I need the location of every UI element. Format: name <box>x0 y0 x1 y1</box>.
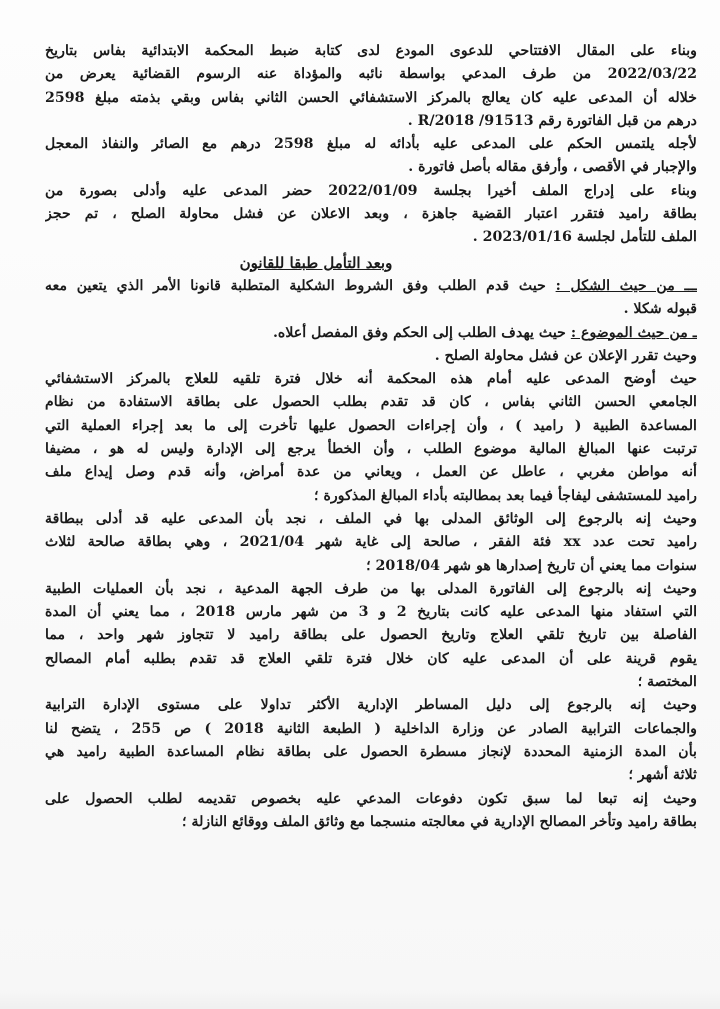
form-label: ـــ من حيث الشكل : <box>555 277 697 294</box>
paragraph-request <box>45 133 697 180</box>
text-line: ترتبت عنها المبالغ المالية موضوع الطلب ، وأن الخطأ يرجع إلى الإدارة وليس له هو ، مضيفا <box>45 441 697 458</box>
subject-label: ـ من حيث الموضوع : <box>570 324 697 341</box>
text-line: والجماعات الترابية الصادر عن وزارة الداخلية ( الطبعة الثانية 2018 ) ص 255 ، يتضح لنا <box>45 720 697 737</box>
section-heading: وبعد التأمل طبقا للقانون <box>239 253 393 272</box>
text-line: حيث أوضح المدعى عليه أمام هذه المحكمة أنه خلال فترة تلقيه للعلاج بالمركز الاستشفائي <box>45 371 697 388</box>
text-line: درهم من قبل الفاتورة رقم 91513/ 2018/R . <box>407 112 697 129</box>
text-line: يقوم قرينة على أن المدعى عليه كان خلال فترة تلقي العلاج قد تقدم بطلبه أمام المصالح <box>45 650 697 667</box>
text-line: لأجله يلتمس الحكم على المدعى عليه بأدائه له مبلغ 2598 درهم مع الصائر والنفاذ المعجل <box>45 136 697 153</box>
text-line: الجامعي الحسن الثاني بفاس ، كان قد تقدم بطلب الحصول على بطاقة الاستفادة من نظام <box>45 394 697 411</box>
form-text: حيث قدم الطلب وفق الشروط الشكلية المتطلبة قانونا الأمر الذي يتعين معه <box>45 277 556 294</box>
paragraph-conclusion <box>45 788 697 835</box>
paragraph-hearing <box>45 180 697 250</box>
judgment-text <box>45 40 697 834</box>
text-line <box>45 275 697 298</box>
text-line: وبناء على إدراج الملف أخيرا بجلسة 2022/01/09 حضر المدعى عليه وأدلى بصورة من <box>45 182 697 199</box>
text-line: 2022/03/22 من طرف المدعي بواسطة نائبه والمؤداة عنه الرسوم القضائية يعرض من <box>45 66 697 83</box>
text-line: راميد تحت عدد xx فئة الفقر ، صالحة إلى غاية شهر 2021/04 ، وهي بطاقة صالحة لثلاث <box>45 534 697 551</box>
text-line: بطاقة راميد وتأخر المصالح الإدارية في معالجته منسجما مع وثائق الملف ووقائع النازلة ؛ <box>182 813 697 830</box>
text-line: وحيث تقرر الإعلان عن فشل محاولة الصلح . <box>434 347 697 364</box>
text-line: قبوله شكلا . <box>623 301 697 318</box>
text-line: راميد للمستشفى ليفاجأ فيما بعد بمطالبته بأداء المبالغ المذكورة ؛ <box>314 487 697 504</box>
subject-text: حيث يهدف الطلب إلى الحكم وفق المفصل أعلاه. <box>272 324 571 341</box>
text-line: أنه مواطن مغربي ، عاطل عن العمل ، ويعاني من عدة أمراض، وأنه قدم وصل إيداع ملف <box>45 464 697 481</box>
text-line: سنوات مما يعني أن تاريخ إصدارها هو شهر 2018/04 ؛ <box>366 557 697 574</box>
text-line: وحيث إنه تبعا لما سبق تكون دفوعات المدعي عليه بخصوص تقديمه لطلب الحصول على <box>45 790 697 807</box>
text-line <box>45 322 697 345</box>
paragraph-ramed-card <box>45 508 697 578</box>
text-line: وحيث إنه بالرجوع إلى دليل المساطر الإدارية الأكثر تداولا على مستوى الإدارة الترابية <box>45 697 697 714</box>
page-bottom-edge <box>0 989 720 1009</box>
paragraph-procedure-guide <box>45 694 697 787</box>
text-line: خلاله أن المدعى عليه كان يعالج بالمركز الاستشفائي الحسن الثاني بفاس وبقي بذمته مبلغ 2598 <box>45 89 697 106</box>
paragraph-filing <box>45 40 697 133</box>
paragraph-invoice <box>45 578 697 694</box>
text-line: الملف للتأمل لجلسة 2023/01/16 . <box>472 229 697 246</box>
text-line: التي استفاد منها المدعى عليه كانت بتاريخ 2 و 3 من شهر مارس 2018 ، مما يعني أن المدة <box>45 604 697 621</box>
text-line: وحيث إنه بالرجوع إلى الوثائق المدلى بها في الملف ، نجد بأن المدعى عليه قد أدلى ببطاقة <box>45 510 697 527</box>
text-line: ثلاثة أشهر ؛ <box>628 767 697 784</box>
text-line: وبناء على المقال الافتتاحي للدعوى المودع لدى كتابة ضبط المحكمة الابتدائية بفاس بتاريخ <box>45 43 697 59</box>
text-line: المساعدة الطبية ( راميد ) ، وأن إجراءات الحصول عليها تأخرت إلى ما بعد إجراء العملية التي <box>45 417 697 434</box>
text-line: والإجبار في الأقصى ، وأرفق مقاله بأصل فاتورة . <box>408 159 697 176</box>
paragraph-subject <box>45 322 697 345</box>
text-line: وحيث إنه بالرجوع إلى الفاتورة المدلى بها من طرف الجهة المدعية ، نجد بأن العمليات الطبية <box>45 580 697 597</box>
paragraph-defense <box>45 368 697 508</box>
text-line: الفاصلة بين تاريخ تلقي العلاج وتاريخ الحصول على بطاقة راميد لا تتجاوز شهر واحد ، مما <box>45 627 697 644</box>
text-line: المختصة ؛ <box>637 674 697 691</box>
text-line: بأن المدة الزمنية المحددة لإنجاز مسطرة الحصول على بطاقة نظام المساعدة الطبية راميد هي <box>45 743 697 760</box>
text-line: بطاقة راميد فتقرر اعتبار القضية جاهزة ، وبعد الاعلان عن فشل محاولة الصلح ، تم حجز <box>45 206 697 223</box>
paragraph-form <box>45 275 697 322</box>
